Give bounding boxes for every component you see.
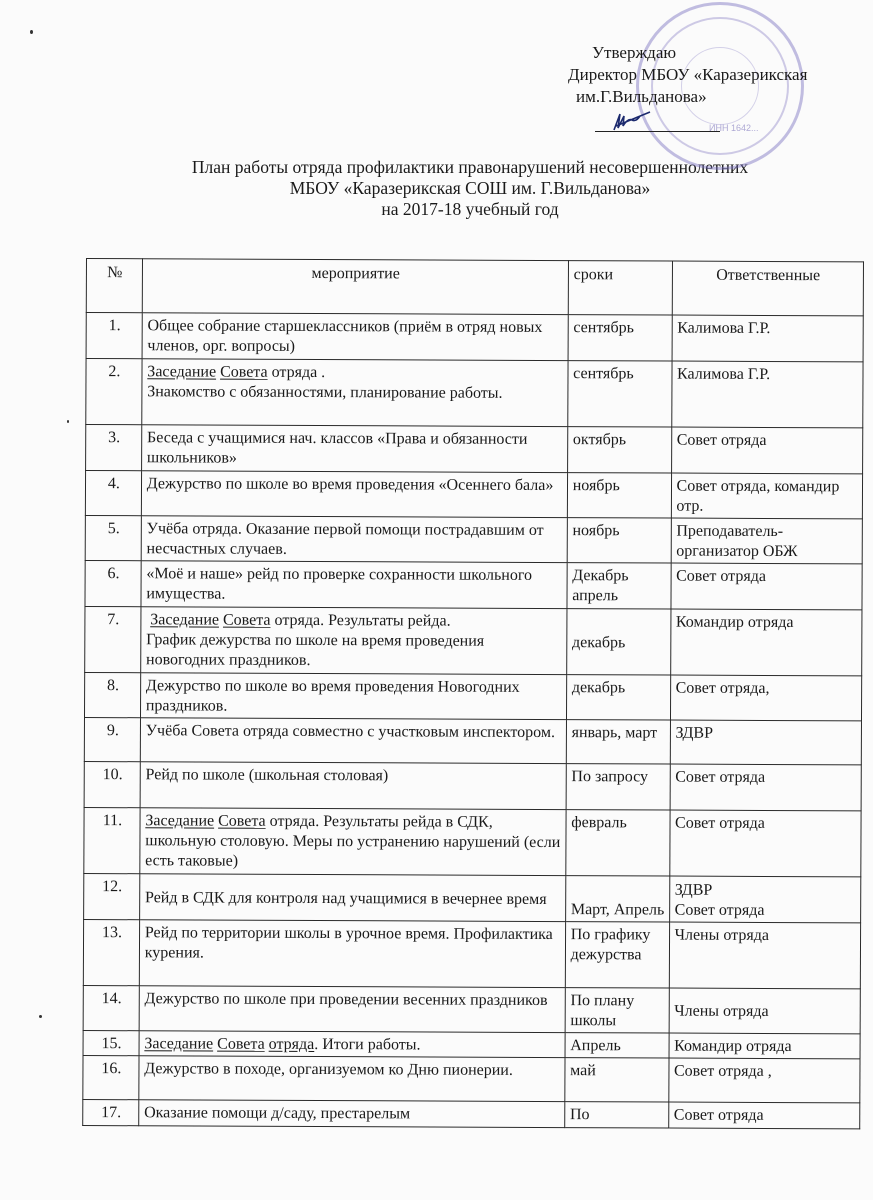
row-responsible — [669, 876, 861, 923]
event-text: Знакомство с обязанностями, планирование работы. — [147, 383, 503, 402]
approval-line-1: Утверждаю — [592, 43, 677, 62]
row-num: 12. — [84, 873, 140, 919]
row-event: Дежурство по школе при проведении весенних праздников — [139, 986, 565, 1033]
scan-speck — [30, 30, 33, 34]
row-event: Дежурство по школе во время проведения «Осеннего бала» — [141, 471, 567, 518]
event-underlined-word: Совета — [220, 363, 268, 381]
row-dates: февраль — [566, 810, 670, 876]
event-underlined-word: отряда — [268, 1035, 315, 1054]
table-row — [84, 672, 861, 720]
row-event: Учёба Совета отряда совместно с участковым инспектором. — [140, 718, 566, 764]
event-text: отряда . — [267, 363, 326, 382]
approval-line-2: Директор МБОУ «Каразерикская — [568, 65, 808, 84]
row-event — [140, 808, 566, 876]
row-event: Общее собрание старшеклассников (приём в отряд новых членов, орг. вопросы) — [142, 313, 568, 361]
row-num: 6. — [85, 560, 141, 606]
header-event: мероприятие — [142, 259, 568, 315]
row-dates: декабрь — [566, 675, 670, 720]
table-row — [84, 807, 861, 876]
row-num: 4. — [85, 471, 141, 516]
scan-speck — [67, 420, 69, 423]
row-dates: По графику дежурства — [565, 922, 669, 988]
table-row — [83, 985, 860, 1033]
row-responsible: Калимова Г.Р. — [671, 361, 863, 428]
responsible-text: ЗДВР — [674, 881, 713, 899]
row-responsible: Совет отряда — [670, 764, 862, 811]
row-event: Учёба отряда. Оказание первой помощи пострадавшим от несчастных случаев. — [141, 516, 567, 563]
table-row — [85, 560, 862, 609]
row-event: «Моё и наше» рейд по проверке сохранности школьного имущества. — [141, 561, 567, 609]
row-num: 15. — [83, 1030, 139, 1055]
event-underlined-word: Заседание — [145, 812, 215, 830]
row-responsible: Совет отряда — [671, 563, 863, 610]
approval-line-3: им.Г.Вильданова» — [576, 87, 707, 106]
table-row — [85, 471, 862, 519]
row-num: 2. — [86, 359, 142, 425]
title-line-2: МБОУ «Каразерикская СОШ им. Г.Вильданова» — [289, 178, 651, 198]
row-event — [139, 874, 565, 922]
row-num: 17. — [83, 1099, 139, 1125]
row-num: 13. — [83, 919, 139, 985]
title-line-3: на 2017-18 учебный год — [381, 199, 559, 219]
event-underlined-word: Заседание — [147, 363, 217, 381]
row-responsible: Совет отряда — [669, 810, 861, 877]
row-dates: январь, март — [566, 720, 670, 764]
event-text: отряда. Результаты рейда. — [270, 611, 451, 630]
row-dates: сентябрь — [567, 361, 671, 427]
row-responsible: Совет отряда — [668, 1102, 860, 1129]
table-row — [86, 425, 863, 474]
row-responsible: Преподаватель-организатор ОБЖ — [671, 518, 863, 564]
scan-speck — [39, 1015, 42, 1018]
row-dates: ноябрь — [567, 473, 671, 518]
row-dates: май — [565, 1058, 669, 1102]
approval-block — [568, 42, 873, 108]
row-num: 5. — [85, 515, 141, 560]
row-responsible: Совет отряда , — [668, 1058, 860, 1103]
row-event: Дежурство по школе во время проведения Новогодних праздников. — [140, 673, 566, 720]
row-num: 8. — [84, 672, 140, 717]
row-dates: октябрь — [567, 427, 671, 473]
row-num: 1. — [86, 313, 142, 359]
row-responsible: ЗДВР — [670, 720, 862, 765]
event-underlined-word: Совета — [217, 1035, 265, 1053]
table-row — [84, 873, 861, 922]
row-responsible: Калимова Г.Р. — [672, 315, 864, 362]
row-responsible: Совет отряда — [671, 427, 863, 474]
row-responsible: Командир отряда — [669, 1033, 861, 1059]
row-dates — [566, 609, 670, 675]
table-row — [86, 313, 863, 362]
table-row — [86, 359, 863, 428]
row-num: 11. — [84, 807, 140, 873]
event-text: Рейд в СДК для контроля над учащимися в вечернее время — [144, 888, 547, 908]
row-responsible: Члены отряда — [669, 922, 861, 989]
row-responsible: Совет отряда, командир отр. — [671, 473, 863, 519]
row-responsible: Совет отряда, — [670, 675, 862, 721]
row-event — [139, 1031, 565, 1058]
event-text: График дежурства по школе на время проведения новогодних праздников. — [146, 631, 485, 669]
row-event: Оказание помощи д/саду, престарелым — [139, 1100, 565, 1128]
row-num: 9. — [84, 717, 140, 761]
dates-text: Март, Апрель — [570, 901, 665, 919]
row-num: 14. — [83, 985, 139, 1030]
header-num: № — [86, 259, 142, 313]
row-num: 10. — [84, 761, 140, 807]
row-num: 16. — [83, 1055, 139, 1099]
row-event — [142, 359, 568, 427]
row-dates: сентябрь — [568, 315, 672, 361]
row-event — [141, 607, 567, 675]
row-num: 7. — [85, 606, 141, 672]
row-dates — [565, 876, 669, 922]
table-row — [85, 515, 862, 563]
row-dates: Декабрь апрель — [567, 563, 671, 609]
plan-table — [82, 258, 864, 1129]
dates-text: декабрь — [571, 633, 626, 651]
row-event: Беседа с учащимися нач. классов «Права и обязанности школьников» — [141, 425, 567, 473]
row-responsible: Члены отряда — [669, 988, 861, 1034]
stamp-inn-text: ИНН 1642... — [709, 123, 759, 133]
row-event: Рейд по территории школы в урочное время. Профилактика курения. — [139, 920, 565, 988]
event-underlined-word: Заседание — [150, 611, 220, 629]
row-dates: ноябрь — [567, 518, 671, 563]
table-row — [84, 717, 861, 764]
table-row — [83, 1055, 860, 1102]
event-underlined-word: Совета — [222, 611, 271, 629]
table-row — [83, 919, 860, 988]
table-row — [83, 1030, 860, 1058]
row-event: Дежурство в походе, организуемом ко Дню пионерии. — [139, 1056, 565, 1102]
row-dates: По плану школы — [565, 988, 669, 1033]
table-header-row — [86, 259, 863, 316]
table-row — [85, 606, 862, 675]
table-row — [83, 1099, 860, 1128]
row-num: 3. — [86, 425, 142, 471]
responsible-text: Совет отряда — [674, 901, 765, 919]
header-dates: сроки — [568, 261, 672, 315]
title-line-1: План работы отряда профилактики правонарушений несовершеннолетних — [191, 157, 749, 177]
event-underlined-word: Совета — [218, 812, 266, 830]
header-responsible: Ответственные — [672, 261, 864, 316]
signature-icon — [610, 108, 654, 134]
event-underlined-word: Заседание — [144, 1035, 214, 1053]
row-dates: По запросу — [566, 764, 670, 810]
event-text: . Итоги работы. — [314, 1036, 421, 1054]
table-row — [84, 761, 861, 810]
row-dates: По — [564, 1102, 668, 1128]
event-text: отряда. Результаты рейда в СДК, школьную столовую. Меры по устранению нарушений (если есть таковые) — [145, 812, 561, 870]
row-dates: Апрель — [565, 1033, 669, 1058]
row-responsible: Командир отряда — [670, 609, 862, 676]
row-event: Рейд по школе (школьная столовая) — [140, 762, 566, 810]
